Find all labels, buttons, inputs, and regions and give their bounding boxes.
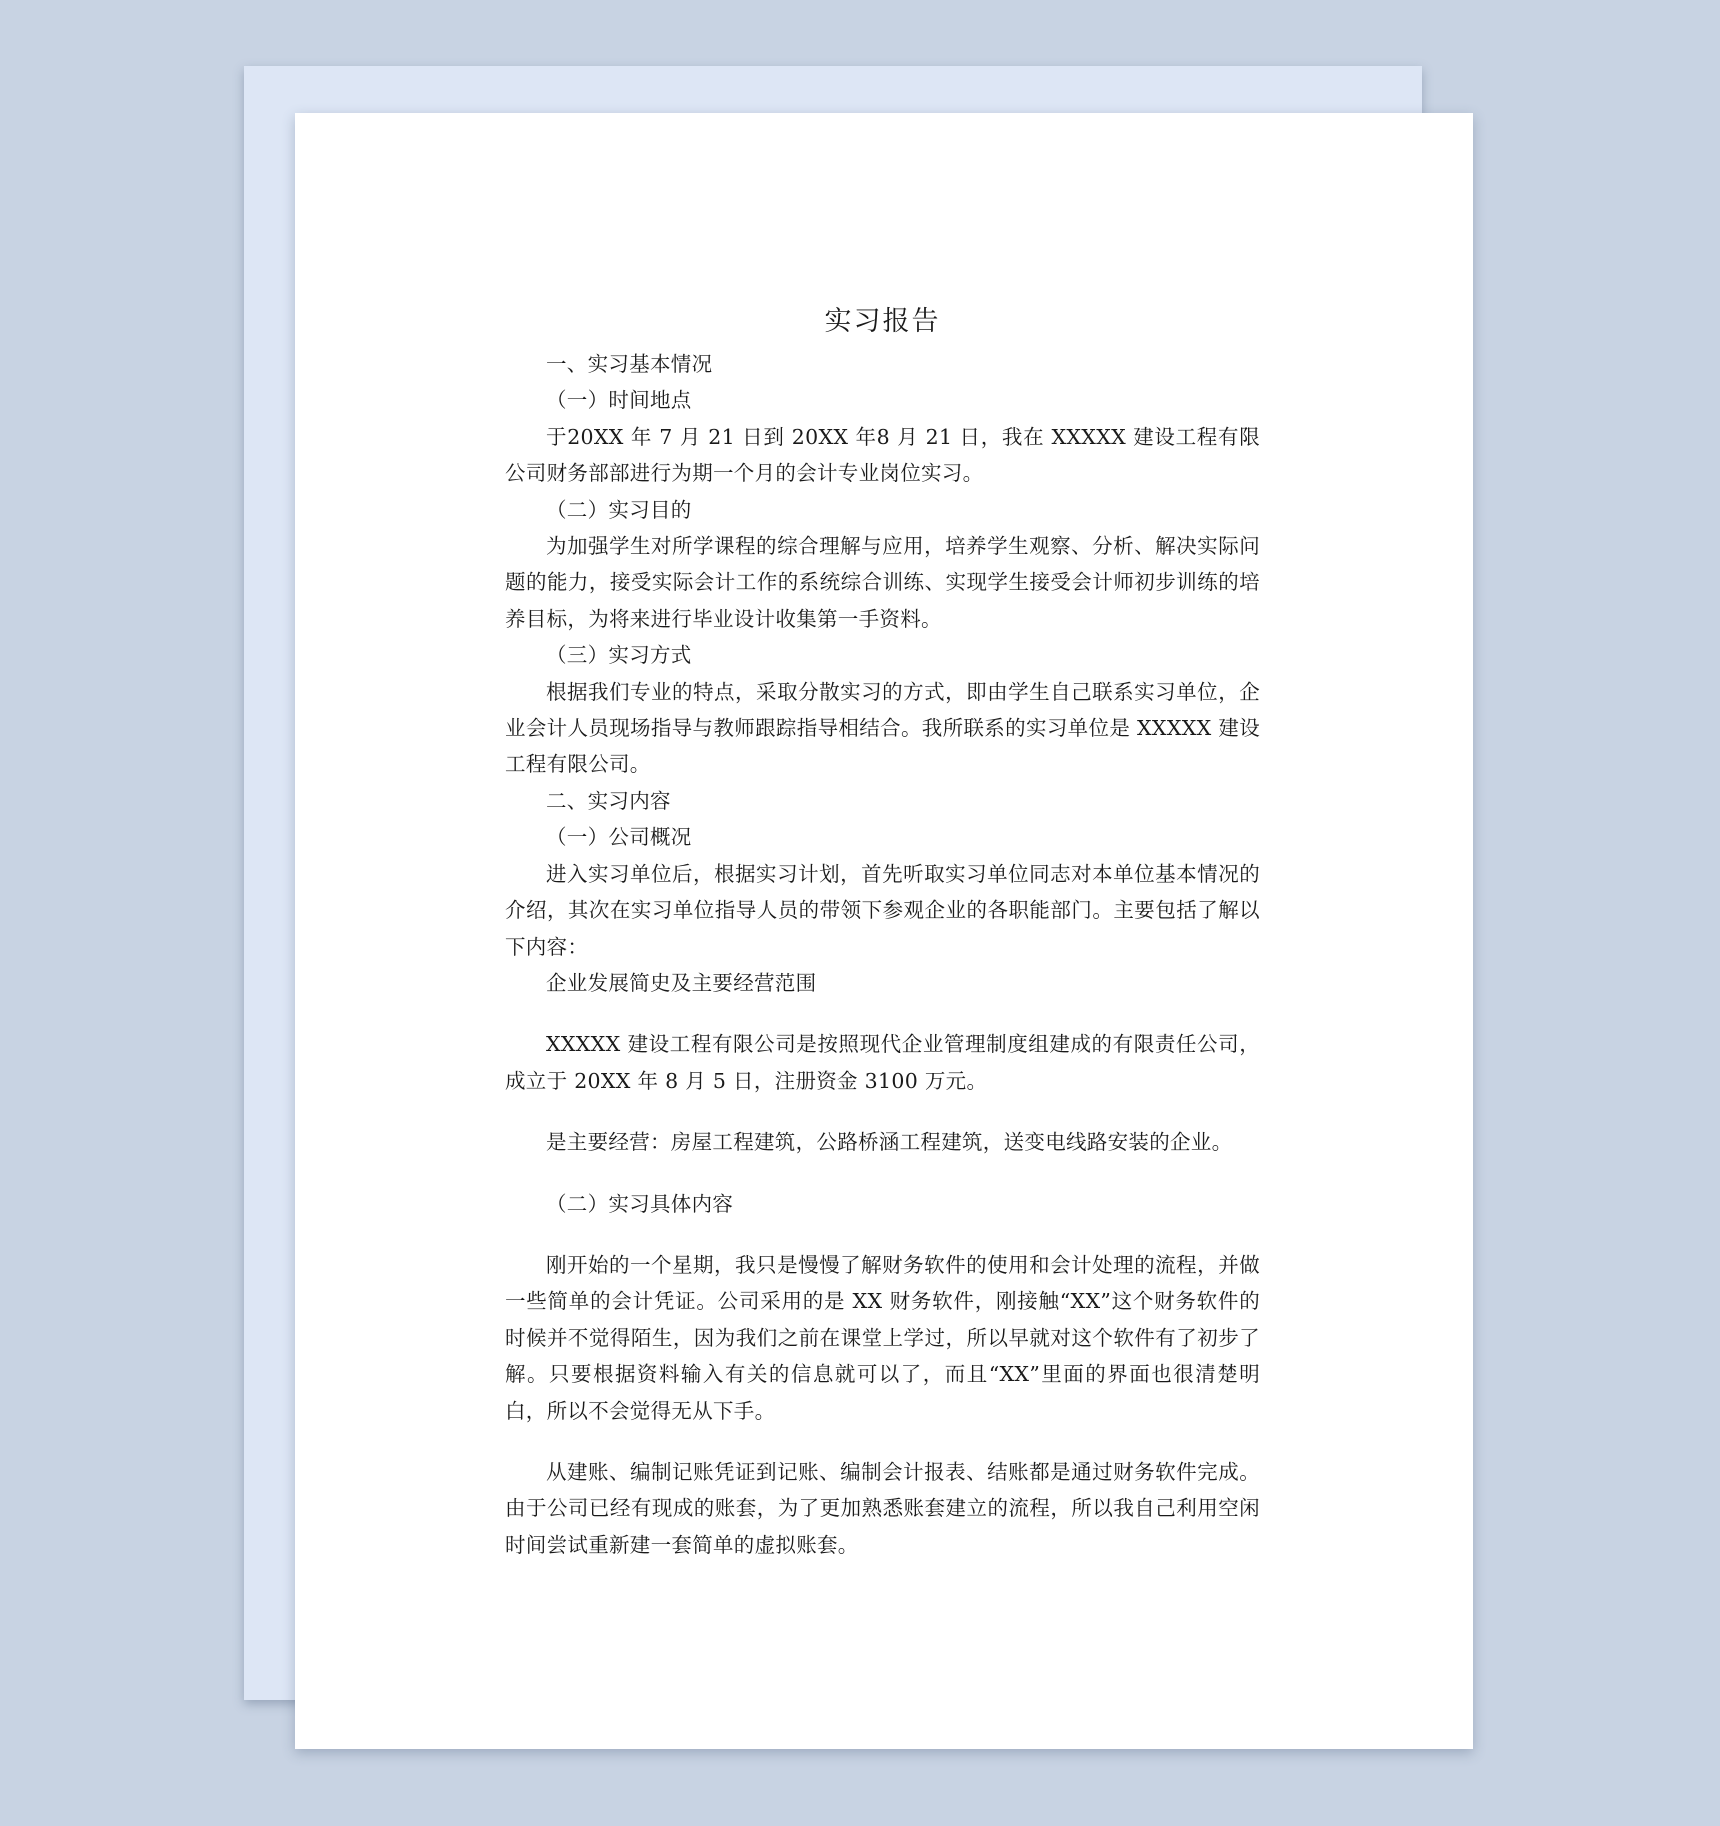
section-heading-content: 二、实习内容 bbox=[546, 788, 671, 813]
paragraph-accounting-process: 从建账、编制记账凭证到记账、编制会计报表、结账都是通过财务软件完成。由于公司已经有现成的账套，为了更加熟悉账套建立的流程，所以我自己利用空闲时间尝试重新建一套简单的虚拟账套。 bbox=[505, 1459, 1260, 1557]
subsection-heading-method: （三）实习方式 bbox=[546, 643, 692, 668]
subsection-heading-specific-content: （二）实习具体内容 bbox=[546, 1191, 734, 1216]
paragraph-first-week: 刚开始的一个星期，我只是慢慢了解财务软件的使用和会计处理的流程，并做一些简单的会计凭证。公司采用的是 XX 财务软件，刚接触“XX”这个财务软件的时候并不觉得陌生，因为我们之前在课堂上学过，所以早就对这个软件有了初步了解。只要根据资料输入有关的信息就可以了，而且“XX”里面的界面也很清楚明白，所以不会觉得无从下手。 bbox=[505, 1252, 1260, 1423]
document-page bbox=[295, 113, 1473, 1749]
subsection-heading-purpose: （二）实习目的 bbox=[546, 497, 692, 522]
paragraph-company-overview: 进入实习单位后，根据实习计划，首先听取实习单位同志对本单位基本情况的介绍，其次在实习单位指导人员的带领下参观企业的各职能部门。主要包括了解以下内容： bbox=[505, 861, 1260, 959]
paragraph-time-place: 于20XX 年 7 月 21 日到 20XX 年8 月 21 日，我在 XXXXX 建设工程有限公司财务部部进行为期一个月的会计专业岗位实习。 bbox=[505, 424, 1260, 486]
paragraph-method: 根据我们专业的特点，采取分散实习的方式，即由学生自己联系实习单位，企业会计人员现场指导与教师跟踪指导相结合。我所联系的实习单位是 XXXXX 建设工程有限公司。 bbox=[505, 679, 1260, 777]
document-title: 实习报告 bbox=[824, 306, 941, 337]
subsection-heading-company-overview: （一）公司概况 bbox=[546, 825, 692, 850]
subheading-company-history: 企业发展简史及主要经营范围 bbox=[546, 970, 817, 995]
document-content bbox=[505, 298, 1260, 1563]
paragraph-purpose: 为加强学生对所学课程的综合理解与应用，培养学生观察、分析、解决实际问题的能力，接受实际会计工作的系统综合训练、实现学生接受会计师初步训练的培养目标，为将来进行毕业设计收集第一手资料。 bbox=[505, 534, 1260, 631]
section-heading-basic-info: 一、实习基本情况 bbox=[546, 352, 713, 376]
paragraph-company-info: XXXXX 建设工程有限公司是按照现代企业管理制度组建成的有限责任公司，成立于 20XX 年 8 月 5 日，注册资金 3100 万元。 bbox=[505, 1032, 1260, 1093]
subsection-heading-time-place: （一）时间地点 bbox=[546, 388, 692, 413]
paragraph-business-scope: 是主要经营：房屋工程建筑，公路桥涵工程建筑，送变电线路安装的企业。 bbox=[546, 1130, 1233, 1155]
